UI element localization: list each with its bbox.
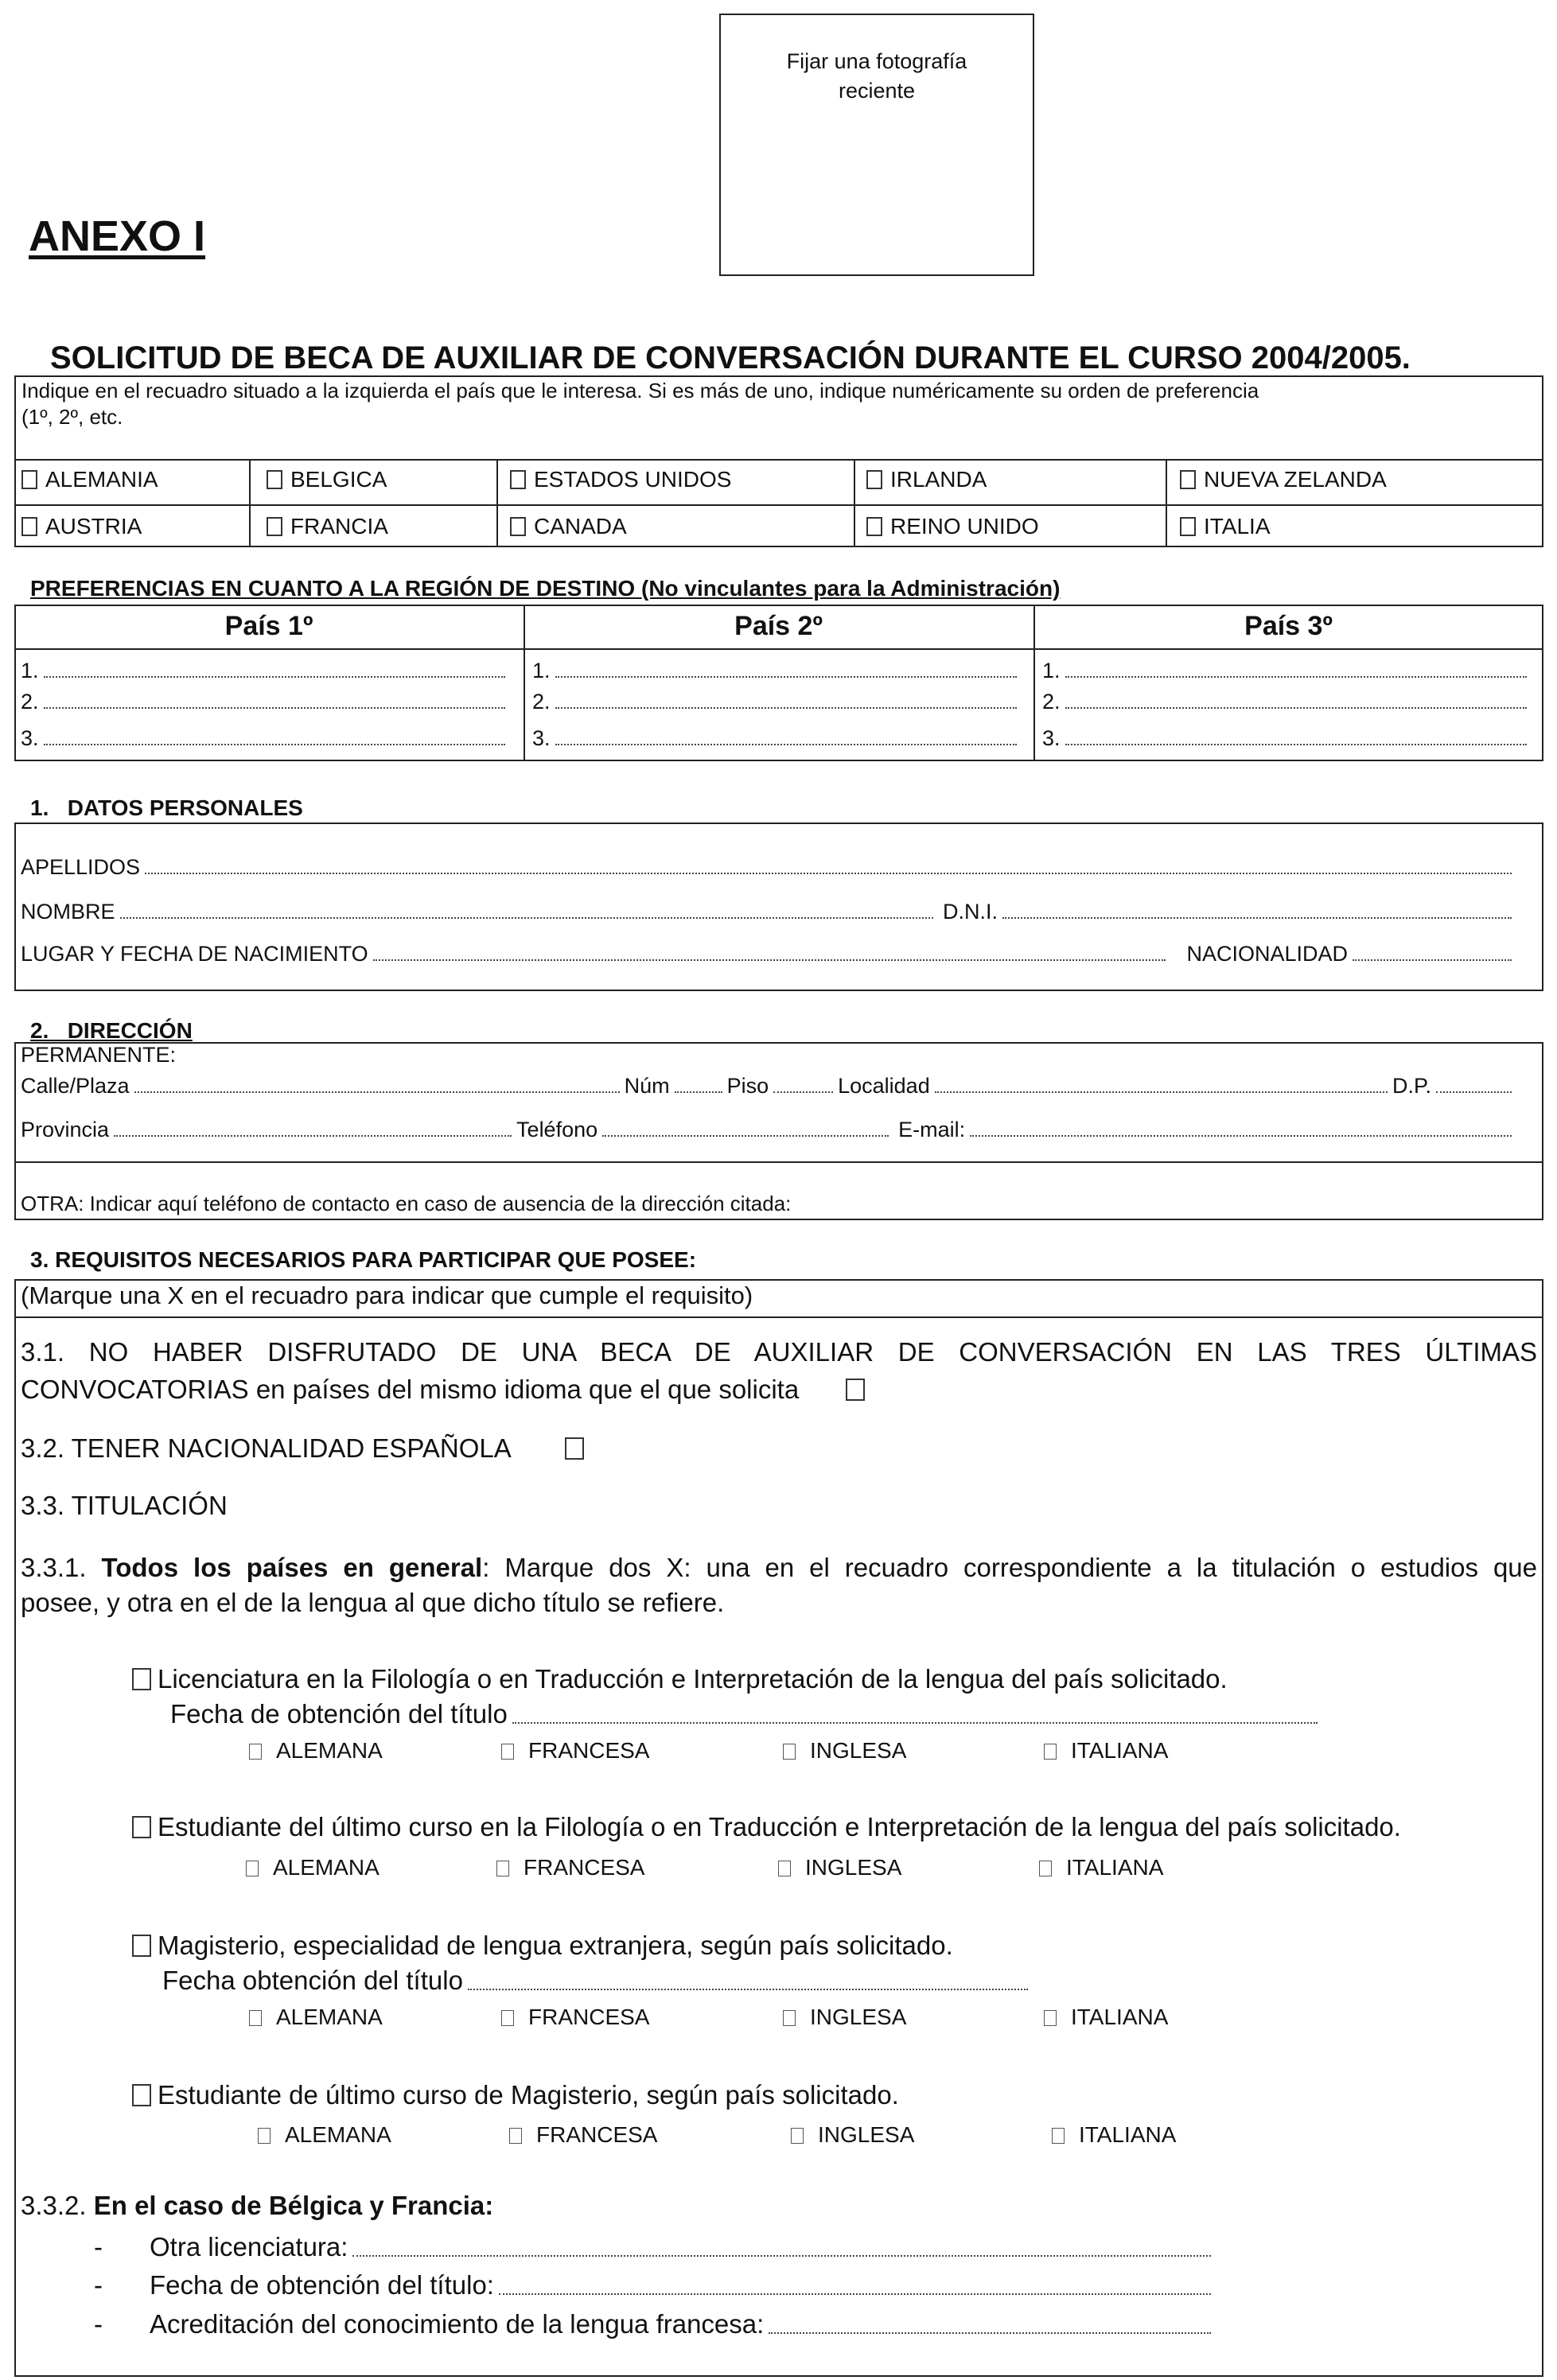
- language-option-alemana[interactable]: ALEMANA: [249, 2005, 383, 2030]
- requisito-3-2-checkbox[interactable]: [565, 1437, 584, 1460]
- country-option-canada[interactable]: CANADA: [510, 514, 627, 539]
- countries-divider-mid: [14, 504, 1543, 506]
- language-option-inglesa[interactable]: INGLESA: [791, 2122, 914, 2148]
- countries-col-line: [496, 459, 498, 547]
- requisito-3-2: 3.2. TENER NACIONALIDAD ESPAÑOLA: [21, 1433, 592, 1464]
- otra-licenciatura-field[interactable]: Otra licenciatura:: [150, 2232, 1216, 2262]
- preference-line[interactable]: 2.: [532, 690, 1022, 714]
- fecha-obtencion-titulo-field[interactable]: Fecha de obtención del título:: [150, 2270, 1216, 2300]
- preference-line[interactable]: 1.: [532, 659, 1022, 683]
- language-option-alemana[interactable]: ALEMANA: [258, 2122, 391, 2148]
- titulacion-option-magisterio[interactable]: Magisterio, especialidad de lengua extranjera, según país solicitado.: [132, 1931, 953, 1961]
- fecha-obtencion-field[interactable]: Fecha obtención del título: [162, 1966, 1033, 1996]
- checkbox[interactable]: [132, 2084, 151, 2106]
- requisito-3-1-line1: 3.1. NO HABER DISFRUTADO DE UNA BECA DE AUXILIAR DE CONVERSACIÓN EN LAS TRES ÚLTIMAS: [21, 1337, 1537, 1367]
- preference-line[interactable]: 3.: [21, 726, 510, 751]
- photo-box-text: Fijar una fotografía reciente: [786, 49, 967, 103]
- language-option-inglesa[interactable]: INGLESA: [783, 2005, 906, 2030]
- provincia-field[interactable]: Provincia Teléfono E-mail:: [21, 1118, 1516, 1142]
- language-option-alemana[interactable]: ALEMANA: [246, 1855, 380, 1880]
- nacimiento-field[interactable]: LUGAR Y FECHA DE NACIMIENTO NACIONALIDAD: [21, 942, 1516, 966]
- country-option-estados-unidos[interactable]: ESTADOS UNIDOS: [510, 467, 731, 492]
- country-option-belgica[interactable]: BELGICA: [267, 467, 387, 492]
- preference-line[interactable]: 3.: [1042, 726, 1532, 751]
- countries-col-line: [249, 459, 251, 547]
- checkbox[interactable]: [510, 470, 526, 489]
- requisitos-title: 3. REQUISITOS NECESARIOS PARA PARTICIPAR QUE POSEE:: [30, 1247, 697, 1272]
- language-option-alemana[interactable]: ALEMANA: [249, 1738, 383, 1764]
- country-option-nueva-zelanda[interactable]: NUEVA ZELANDA: [1180, 467, 1387, 492]
- preference-line[interactable]: 2.: [21, 690, 510, 714]
- otra-contacto-label: OTRA: Indicar aquí teléfono de contacto en caso de ausencia de la dirección citada:: [21, 1192, 792, 1215]
- requisito-3-1-line2: CONVOCATORIAS en países del mismo idioma que el que solicita: [21, 1375, 873, 1405]
- country-option-francia[interactable]: FRANCIA: [267, 514, 388, 539]
- address-divider: [14, 1161, 1543, 1163]
- preferences-col-header: País 2º: [734, 611, 823, 641]
- countries-col-line: [854, 459, 855, 547]
- checkbox[interactable]: [1180, 470, 1196, 489]
- nombre-dni-field[interactable]: NOMBRE D.N.I.: [21, 900, 1516, 924]
- country-option-reino-unido[interactable]: REINO UNIDO: [866, 514, 1039, 539]
- language-option-francesa[interactable]: FRANCESA: [501, 2005, 649, 2030]
- countries-divider-top: [14, 459, 1543, 461]
- bullet: -: [94, 2270, 103, 2300]
- preference-line[interactable]: 3.: [532, 726, 1022, 751]
- preferences-col-header: País 3º: [1244, 611, 1333, 641]
- acreditacion-francesa-field[interactable]: Acreditación del conocimiento de la lengua francesa:: [150, 2309, 1216, 2339]
- language-option-inglesa[interactable]: INGLESA: [778, 1855, 901, 1880]
- permanente-label: PERMANENTE:: [21, 1043, 177, 1067]
- country-option-alemania[interactable]: ALEMANIA: [21, 467, 158, 492]
- checkbox[interactable]: [132, 1668, 151, 1690]
- preference-line[interactable]: 1.: [21, 659, 510, 683]
- language-option-inglesa[interactable]: INGLESA: [783, 1738, 906, 1764]
- country-option-austria[interactable]: AUSTRIA: [21, 514, 142, 539]
- checkbox[interactable]: [267, 470, 282, 489]
- bullet: -: [94, 2309, 103, 2339]
- requisitos-instruction: (Marque una X en el recuadro para indicar que cumple el requisito): [21, 1281, 753, 1309]
- language-row: [0, 2122, 1557, 2151]
- requisito-3-1-checkbox[interactable]: [846, 1379, 865, 1401]
- checkbox[interactable]: [267, 517, 282, 536]
- titulacion-option-estudiante-magisterio[interactable]: Estudiante de último curso de Magisterio, según país solicitado.: [132, 2080, 899, 2110]
- requisito-3-3-1-line2: posee, y otra en el de la lengua al que dicho título se refiere.: [21, 1588, 725, 1617]
- preferences-header-line: [14, 648, 1543, 650]
- requisito-3-3-1-line1: 3.3.1. Todos los países en general: Marque dos X: una en el recuadro correspondiente a la titulación o estudios que: [21, 1553, 1538, 1582]
- main-title: SOLICITUD DE BECA DE AUXILIAR DE CONVERSACIÓN DURANTE EL CURSO 2004/2005.: [50, 340, 1411, 375]
- country-option-irlanda[interactable]: IRLANDA: [866, 467, 987, 492]
- checkbox[interactable]: [866, 470, 882, 489]
- language-option-italiana[interactable]: ITALIANA: [1039, 1855, 1163, 1880]
- requisito-3-3: 3.3. TITULACIÓN: [21, 1491, 228, 1520]
- checkbox[interactable]: [1180, 517, 1196, 536]
- titulacion-option-estudiante-filologia[interactable]: Estudiante del último curso en la Filología o en Traducción e Interpretación de la lengua del país solicitado.: [132, 1812, 1401, 1842]
- checkbox[interactable]: [21, 470, 37, 489]
- calle-field[interactable]: Calle/Plaza Núm Piso Localidad D.P.: [21, 1074, 1516, 1099]
- language-option-italiana[interactable]: ITALIANA: [1052, 2122, 1176, 2148]
- preferences-title: PREFERENCIAS EN CUANTO A LA REGIÓN DE DESTINO (No vinculantes para la Administración): [30, 576, 1061, 601]
- personal-data-title: 1. DATOS PERSONALES: [30, 795, 303, 820]
- anexo-heading: ANEXO I: [29, 212, 206, 260]
- bullet: -: [94, 2232, 103, 2261]
- fecha-titulo-field[interactable]: Fecha de obtención del título: [170, 1699, 1322, 1729]
- checkbox[interactable]: [21, 517, 37, 536]
- countries-col-line: [1166, 459, 1167, 547]
- language-option-italiana[interactable]: ITALIANA: [1044, 2005, 1168, 2030]
- preferences-col-header: País 1º: [224, 611, 313, 641]
- photo-box: [719, 14, 1034, 276]
- apellidos-field[interactable]: APELLIDOS: [21, 855, 1516, 880]
- requisitos-divider: [14, 1316, 1543, 1318]
- language-option-italiana[interactable]: ITALIANA: [1044, 1738, 1168, 1764]
- checkbox[interactable]: [510, 517, 526, 536]
- language-option-francesa[interactable]: FRANCESA: [496, 1855, 644, 1880]
- countries-instruction: Indique en el recuadro situado a la izquierda el país que le interesa. Si es más de uno, indique numéricamente su orden de preferencia (1º, 2º, etc.: [21, 379, 1259, 429]
- country-option-italia[interactable]: ITALIA: [1180, 514, 1271, 539]
- requisito-3-3-2: 3.3.2. En el caso de Bélgica y Francia:: [21, 2191, 494, 2220]
- preference-line[interactable]: 1.: [1042, 659, 1532, 683]
- language-row: [0, 1855, 1557, 1884]
- language-option-francesa[interactable]: FRANCESA: [509, 2122, 657, 2148]
- language-row: [0, 2005, 1557, 2033]
- address-title: 2. DIRECCIÓN: [30, 1018, 193, 1043]
- preference-line[interactable]: 2.: [1042, 690, 1532, 714]
- checkbox[interactable]: [132, 1935, 151, 1957]
- checkbox[interactable]: [132, 1816, 151, 1838]
- language-option-francesa[interactable]: FRANCESA: [501, 1738, 649, 1764]
- language-row: [0, 1738, 1557, 1767]
- checkbox[interactable]: [866, 517, 882, 536]
- titulacion-option-licenciatura[interactable]: Licenciatura en la Filología o en Traducción e Interpretación de la lengua del país solicitado.: [132, 1664, 1228, 1694]
